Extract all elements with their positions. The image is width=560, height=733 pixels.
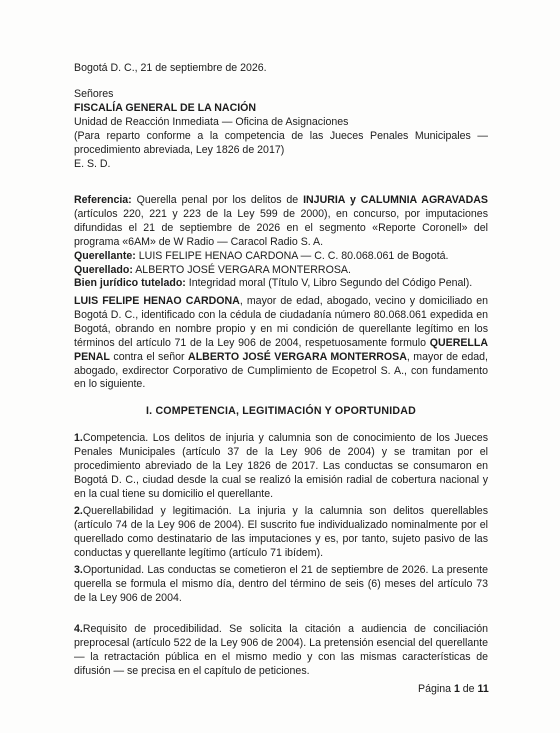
bien-juridico-value: Integridad moral (Título V, Libro Segundo del Código Penal). [185, 277, 473, 290]
unit-name: Unidad de Reacción Inmediata — Oficina de Asignaciones [74, 115, 349, 128]
section-1 [74, 432, 488, 502]
action-title: QUERELLA PENAL [74, 336, 488, 363]
institution-name: FISCALÍA GENERAL DE LA NACIÓN [74, 101, 257, 114]
addressee-block [74, 88, 488, 171]
querellante-value: LUIS FELIPE HENAO CARDONA — C. C. 80.068.061 de Bogotá. [135, 249, 449, 262]
section-3 [74, 564, 488, 606]
page-word: Página [418, 683, 454, 695]
bien-juridico-line [74, 277, 488, 291]
section-3-text: Oportunidad. Las conductas se cometieron el 21 de septiembre de 2026. La presente querella se formula el mismo día, dentro del término de seis (6) meses del artículo 73 de la Ley 906 de 2004. [74, 564, 488, 604]
section-2-text: Querellabilidad y legitimación. La injuria y la calumnia son delitos querellables (artículo 74 de la Ley 906 de 2004). El suscrito fue individualizado nominalmente por el querellado como destinatario de las imputaciones y es, por tanto, sujeto pasivo de las conductas y querellante legítimo (artículo 71 ibídem). [74, 505, 488, 559]
page-current: 1 [453, 683, 460, 695]
section-1-number: 1. [74, 432, 83, 444]
section-4-number: 4. [74, 623, 83, 635]
reference-label: Referencia: [74, 194, 132, 206]
reference-text-a: Querella penal por los delitos de [131, 194, 304, 206]
reparto-note: (Para reparto conforme a la competencia de las Jueces Penales Municipales — procedimiento abreviada, Ley 1826 de 2017) [74, 129, 488, 156]
querellado-label: Querellado: [74, 263, 133, 276]
reference-text-b: (artículos 220, 221 y 223 de la Ley 599 de 2000), en concurso, por imputaciones difundidas el 21 de septiembre de 2026 en el segmento «Reporte Coronell» del programa «6AM» de W Radio — Caracol Radio S. A. [74, 207, 488, 248]
querellado-value: ALBERTO JOSÉ VERGARA MONTERROSA. [132, 263, 351, 276]
section-2 [74, 505, 488, 561]
page-total: 11 [477, 683, 489, 695]
section-3-number: 3. [74, 564, 83, 576]
intro-text-b: contra el señor [109, 350, 189, 363]
section-1-text: Competencia. Los delitos de injuria y calumnia son de conocimiento de los Jueces Penales Municipales (artículo 37 de la Ley 906 de 2004) y se tramitan por el procedimiento abreviado de la Ley 1826 de 2017. Las conductas se consumaron en Bogotá D. C., ciudad desde la cual se realizó la emisión radial de cobertura nacional y en la cual tiene su domicilio el querellante. [74, 432, 488, 500]
defendant-name: ALBERTO JOSÉ VERGARA MONTERROSA [188, 350, 407, 363]
querellante-line [74, 250, 488, 264]
querellado-line [74, 264, 488, 278]
section-4 [74, 623, 488, 679]
esd-line: E. S. D. [74, 157, 111, 170]
reference-paragraph [74, 194, 488, 250]
intro-text-c: , mayor de edad, abogado, exdirector Corporativo de Cumplimiento de Ecopetrol S. A., con fundamento en lo siguiente. [74, 350, 489, 391]
section-2-number: 2. [74, 505, 83, 517]
page-of: de [459, 683, 478, 695]
greeting: Señores [74, 88, 114, 100]
reference-block [74, 194, 488, 291]
querellante-name: LUIS FELIPE HENAO CARDONA [74, 295, 240, 307]
querellante-label: Querellante: [74, 249, 136, 262]
bien-juridico-label: Bien jurídico tutelado: [74, 277, 186, 290]
intro-text-a: , mayor de edad, abogado, vecino y domiciliado en Bogotá D. C., identificado con la cédula de ciudadanía número 80.068.061 expedida en Bogotá, obrando en nombre propio y en mi condición de querellante legítimo en los términos del artículo 71 de la Ley 906 de 2004, respetuosamente formulo [74, 295, 488, 349]
section-heading: I. COMPETENCIA, LEGITIMACIÓN Y OPORTUNIDAD [146, 405, 416, 417]
page-number [418, 683, 489, 697]
date-line: Bogotá D. C., 21 de septiembre de 2026. [74, 62, 267, 74]
intro-paragraph [74, 295, 488, 392]
reference-crimes: INJURIA y CALUMNIA AGRAVADAS [303, 194, 488, 206]
section-4-text: Requisito de procedibilidad. Se solicita la citación a audiencia de conciliación preprocesal (artículo 522 de la Ley 906 de 2004). La pretensión esencial del querellante — la retractación pública en el mismo medio y con las mismas características de difusión — se precisa en el capítulo de peticiones. [74, 623, 488, 677]
